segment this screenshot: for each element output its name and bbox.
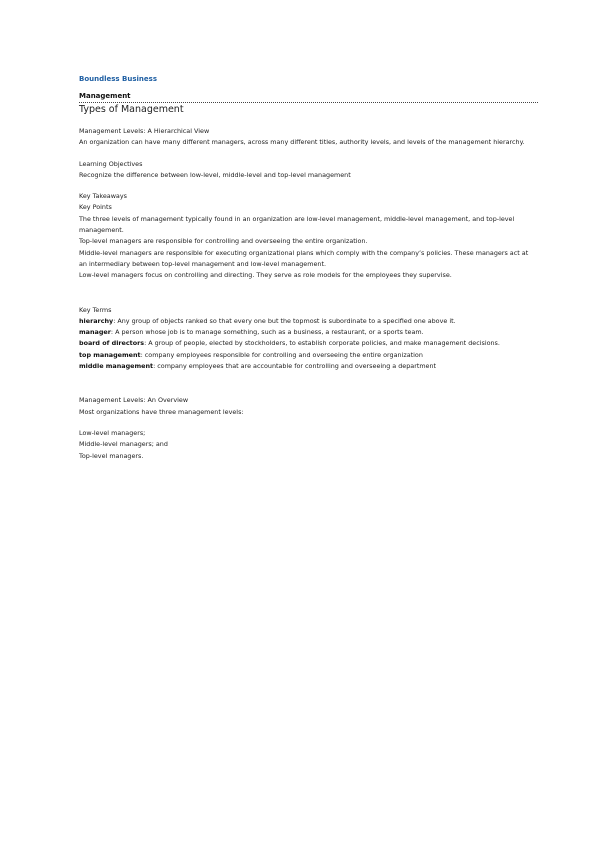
term-definition: : company employees that are accountable for controlling and overseeing a department [153,362,437,371]
key-term-item [79,350,538,361]
document-page [79,75,538,462]
term-name: hierarchy [79,316,114,325]
term-definition: : A group of people, elected by stockholders, to establish corporate policies, and make management decisions. [144,339,500,348]
key-point: The three levels of management typically found in an organization are low-level management, middle-level management, and top-level management. [79,214,515,235]
learning-objectives-heading: Learning Objectives [79,159,143,168]
key-term-item [79,338,538,349]
overview-heading: Management Levels: An Overview [79,396,189,405]
management-level-item: Top-level managers. [79,451,144,460]
term-name: top management [79,350,141,359]
dotted-divider [79,102,538,103]
management-level-item: Low-level managers; [79,428,146,437]
term-definition: : company employees responsible for controlling and overseeing the entire organization [140,350,423,359]
learning-objectives-body: Recognize the difference between low-level, middle-level and top-level management [79,170,351,179]
page-title: Types of Management [79,104,184,115]
key-points-heading: Key Points [79,203,112,212]
key-term-item [79,327,538,338]
term-name: middle management [79,362,154,371]
term-name: manager [79,328,111,337]
term-definition: : Any group of objects ranked so that every one but the topmost is subordinate to a specified one above it. [113,316,456,325]
overview-intro: Most organizations have three management levels: [79,407,244,416]
management-level-item: Middle-level managers; and [79,440,168,449]
key-term-item [79,316,538,327]
key-point: Low-level managers focus on controlling and directing. They serve as role models for the employees they supervise. [79,271,452,280]
section-body-hierarchical-view: An organization can have many different managers, across many different titles, authority levels, and levels of the management hierarchy. [79,138,525,147]
key-term-item [79,361,538,372]
key-point: Top-level managers are responsible for controlling and overseeing the entire organization. [79,237,368,246]
key-takeaways-heading: Key Takeaways [79,192,127,201]
key-terms-heading: Key Terms [79,305,112,314]
key-point: Middle-level managers are responsible for executing organizational plans which comply with the company’s policies. These managers act at an intermediary between top-level management and low-level management. [79,248,529,268]
brand-title: Boundless Business [79,75,157,83]
term-definition: : A person whose job is to manage something, such as a business, a restaurant, or a sports team. [110,328,424,337]
chapter-title: Management [79,92,131,100]
section-heading-hierarchical-view: Management Levels: A Hierarchical View [79,127,210,135]
term-name: board of directors [79,339,145,348]
